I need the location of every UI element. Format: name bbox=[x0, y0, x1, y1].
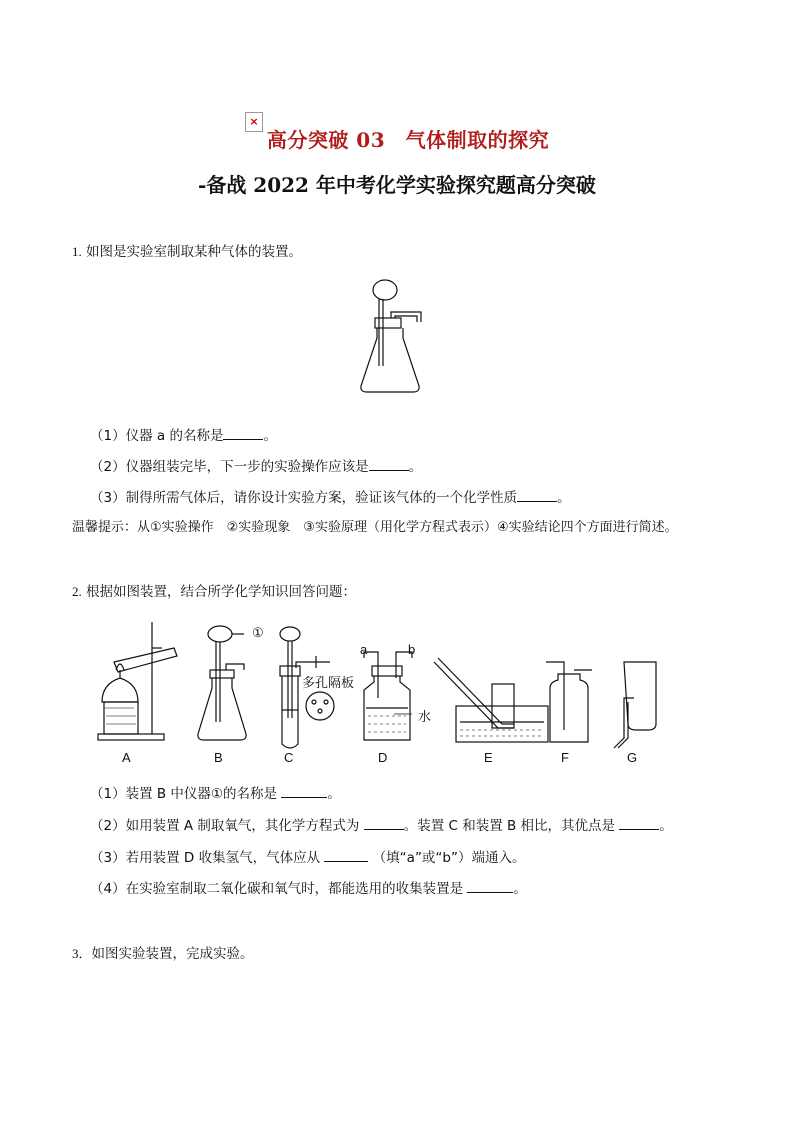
label-C: C bbox=[284, 750, 294, 765]
label-B: B bbox=[214, 750, 223, 765]
answer-blank[interactable] bbox=[364, 817, 404, 830]
q1-flask-apparatus-figure bbox=[355, 268, 435, 400]
answer-blank[interactable] bbox=[281, 785, 327, 798]
q1-number: 1. bbox=[72, 244, 82, 259]
apparatus-f bbox=[546, 662, 592, 742]
page-subtitle: -备战 2022 年中考化学实验探究题高分突破 bbox=[198, 173, 596, 197]
q1-sub1: （1）仪器 a 的名称是 。 bbox=[90, 428, 277, 444]
q1-sub3: （3）制得所需气体后，请你设计实验方案，验证该气体的一个化学性质 。 bbox=[90, 490, 571, 506]
label-a: a bbox=[360, 642, 368, 657]
q1-hint: 温馨提示：从①实验操作 ②实验现象 ③实验原理（用化学方程式表示）④实验结论四个方面进行简述。 bbox=[72, 520, 678, 535]
answer-blank[interactable] bbox=[517, 489, 557, 502]
answer-blank[interactable] bbox=[369, 458, 409, 471]
apparatus-b bbox=[198, 626, 246, 740]
q3-number: 3． bbox=[72, 946, 92, 961]
page-title: 高分突破 03 气体制取的探究 bbox=[266, 128, 550, 152]
q2-number: 2. bbox=[72, 584, 82, 599]
label-F: F bbox=[561, 750, 569, 765]
answer-blank[interactable] bbox=[324, 849, 368, 862]
label-b: b bbox=[408, 642, 416, 657]
answer-blank[interactable] bbox=[467, 880, 513, 893]
label-porous-plate: 多孔隔板 bbox=[302, 676, 355, 691]
q3-stem: 3．如图实验装置，完成实验。 bbox=[72, 946, 254, 962]
apparatus-e bbox=[434, 658, 548, 742]
q2-sub3: （3）若用装置 D 收集氢气，气体应从 （填“a”或“b”）端通入。 bbox=[90, 850, 526, 866]
apparatus-a bbox=[98, 622, 177, 740]
apparatus-d bbox=[364, 652, 412, 740]
label-D: D bbox=[378, 750, 388, 765]
q2-apparatus-figure bbox=[94, 618, 674, 768]
q1-sub2: （2）仪器组装完毕，下一步的实验操作应该是 。 bbox=[90, 459, 423, 475]
label-G: G bbox=[627, 750, 638, 765]
label-A: A bbox=[122, 750, 131, 765]
label-water: 水 bbox=[418, 710, 432, 725]
label-circle1: ① bbox=[252, 625, 264, 640]
q1-stem: 1. 如图是实验室制取某种气体的装置。 bbox=[72, 244, 303, 260]
answer-blank[interactable] bbox=[619, 817, 659, 830]
label-E: E bbox=[484, 750, 493, 765]
broken-image-icon: × bbox=[245, 112, 263, 132]
q2-sub4: （4）在实验室制取二氧化碳和氧气时，都能选用的收集装置是 。 bbox=[90, 881, 527, 897]
q2-sub2: （2）如用装置 A 制取氧气，其化学方程式为 。装置 C 和装置 B 相比，其优点是 。 bbox=[90, 818, 673, 834]
apparatus-g bbox=[614, 662, 656, 748]
q2-sub1: （1）装置 B 中仪器①的名称是 。 bbox=[90, 786, 341, 802]
q2-stem: 2. 根据如图装置，结合所学化学知识回答问题： bbox=[72, 584, 357, 600]
answer-blank[interactable] bbox=[223, 427, 263, 440]
